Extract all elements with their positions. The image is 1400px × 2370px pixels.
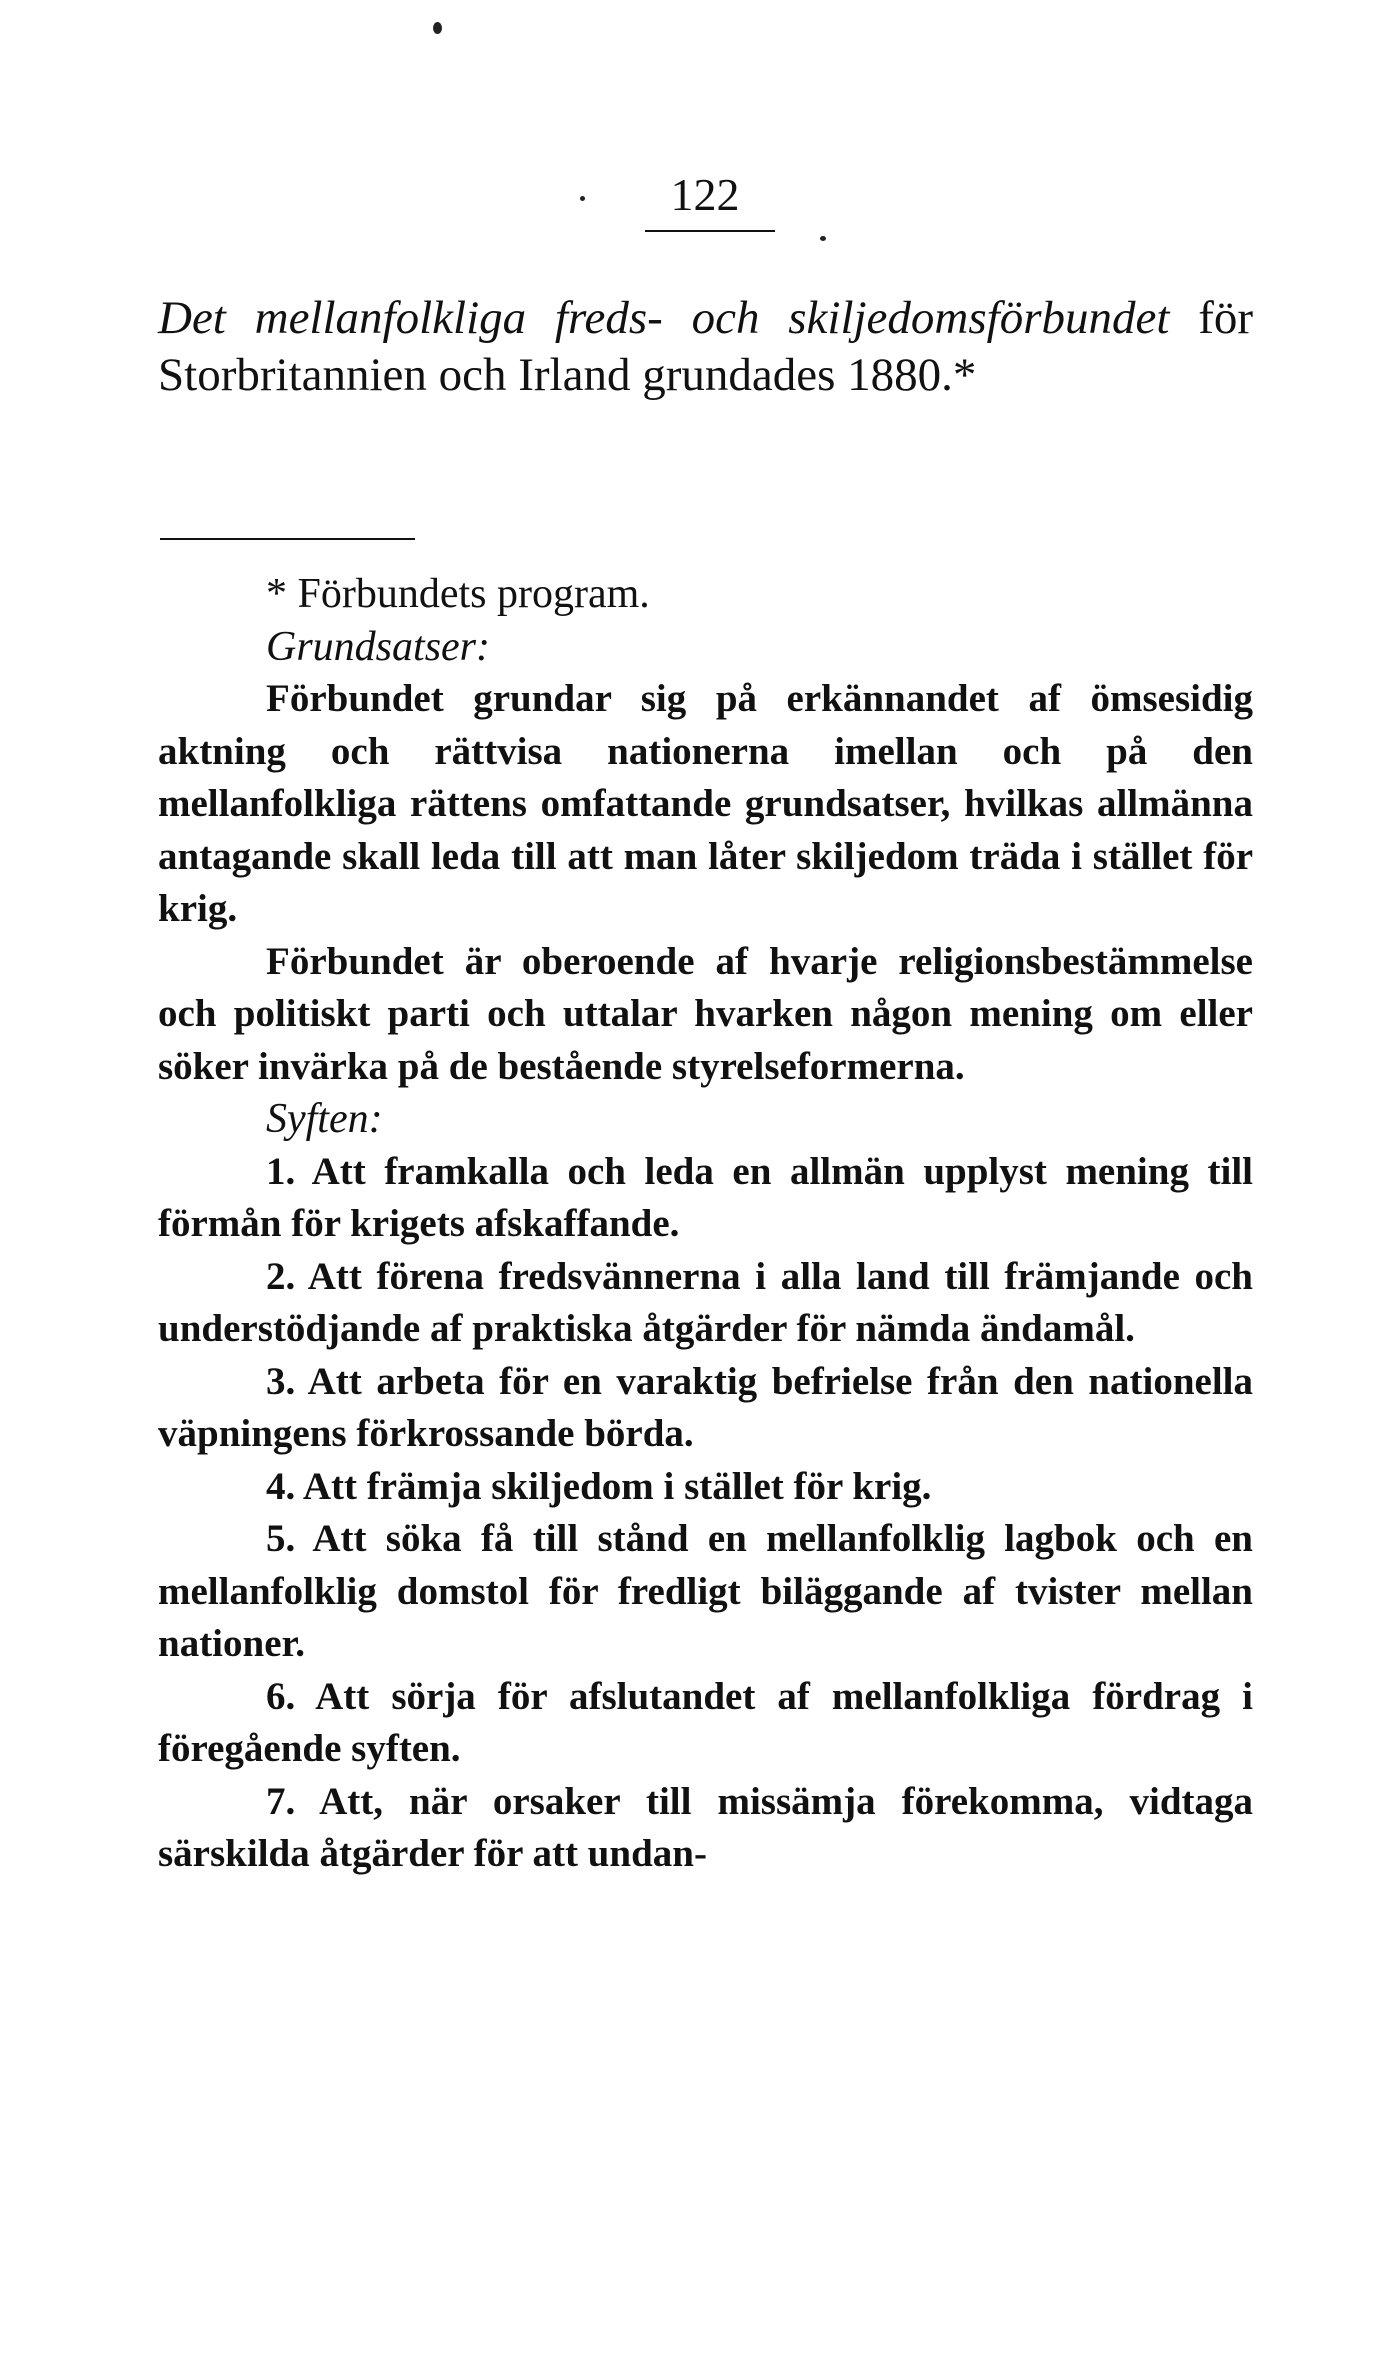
principle-paragraph: Förbundet är oberoende af hvarje religionsbestämmelse och politiskt parti och uttalar hvarken någon mening om eller söker invärka på de bestående styrelseformerna. [158, 939, 1253, 1088]
aim-item: 7. Att, när orsaker till missämja förekomma, vidtaga särskilda åtgärder för att undan- [158, 1779, 1253, 1875]
ink-speck [820, 236, 826, 241]
aim-item: 1. Att framkalla och leda en allmän upplyst mening till förmån för krigets afskaffande. [158, 1149, 1253, 1245]
footnote [158, 568, 1253, 1881]
intro-paragraph [158, 290, 1253, 404]
principles-heading: Grundsatser: [266, 623, 491, 670]
aim-item: 3. Att arbeta för en varaktig befrielse från den nationella väpningens förkrossande börda. [158, 1359, 1253, 1455]
page-number-underline [645, 230, 775, 232]
ink-speck [580, 196, 585, 201]
principle-paragraph: Förbundet grundar sig på erkännandet af ömsesidig aktning och rättvisa nationerna imellan och på den mellanfolkliga rättens omfattande grundsatser, hvilkas allmänna antagande skall leda till att man låter skiljedom träda i stället för krig. [158, 677, 1253, 930]
footnote-separator [160, 538, 415, 540]
aim-item: 5. Att söka få till stånd en mellanfolklig lagbok och en mellanfolklig domstol för fredligt biläggande af tvister mellan nationer. [158, 1517, 1253, 1665]
aims-heading: Syften: [266, 1096, 383, 1142]
intro-italic-title: Det mellanfolkliga freds- och skiljedomsförbundet [158, 292, 1170, 344]
aim-item: 2. Att förena fredsvännerna i alla land till främjande och understödjande af praktiska åtgärder för nämda ändamål. [158, 1254, 1253, 1350]
intro-text: för Storbritannien och Irland grundades 1880.* [158, 292, 1253, 401]
page-number: 122 [670, 169, 740, 220]
ink-speck [433, 22, 442, 34]
footnote-heading: * Förbundets program. [266, 571, 650, 617]
aim-item: 6. Att sörja för afslutandet af mellanfolkliga fördrag i föregående syften. [158, 1674, 1253, 1770]
aim-item: 4. Att främja skiljedom i stället för krig. [266, 1464, 932, 1508]
